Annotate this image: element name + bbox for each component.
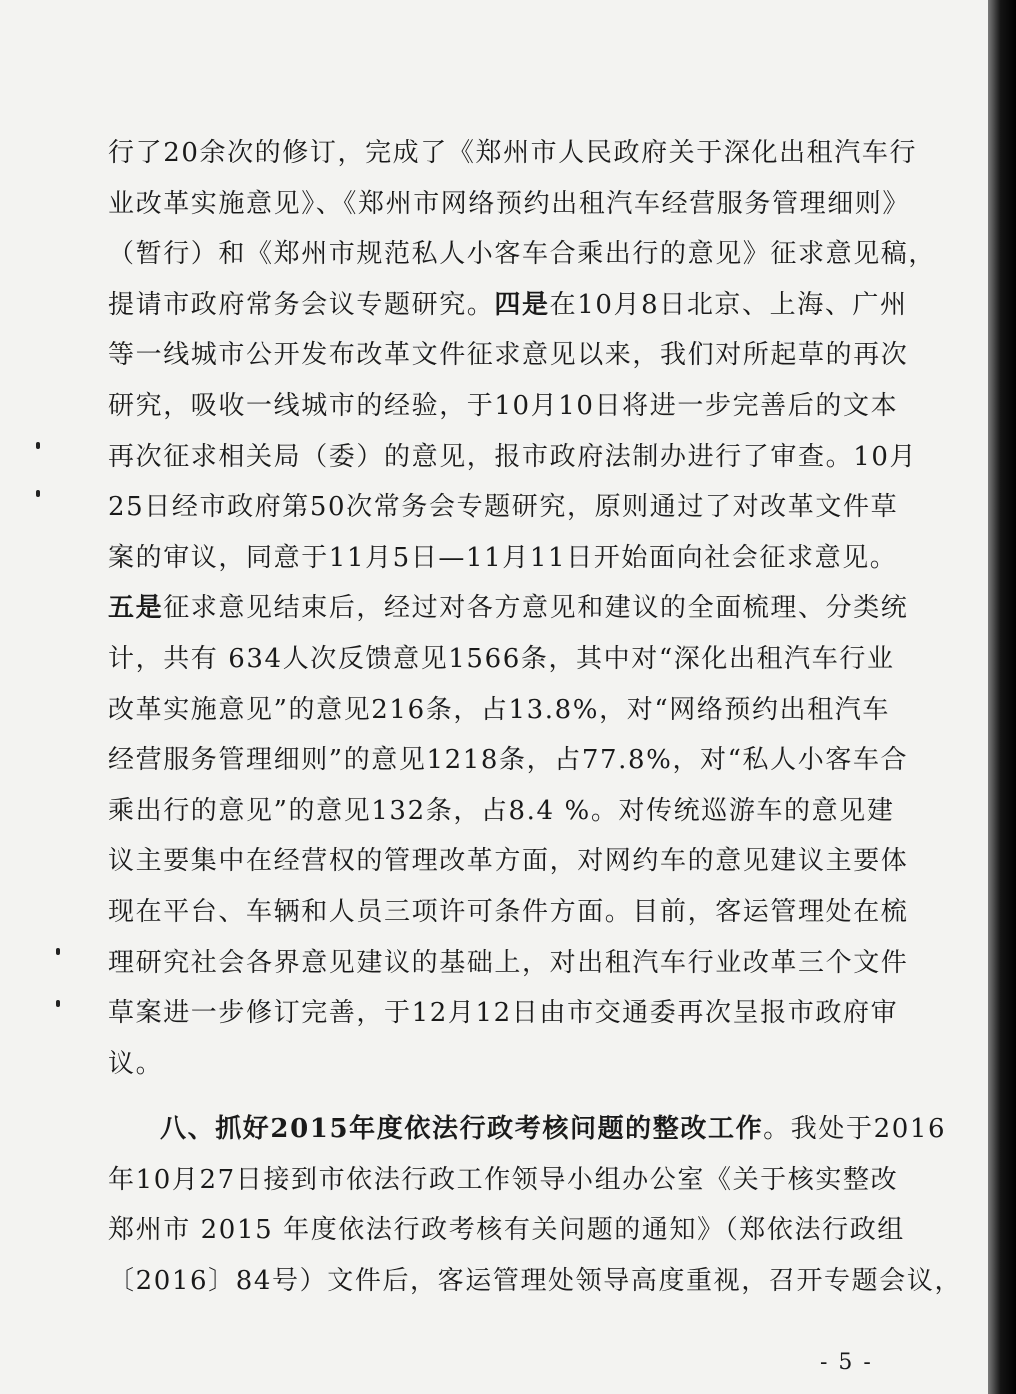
text-line: 25日经市政府第50次常务会专题研究，原则通过了对改革文件草	[108, 492, 899, 523]
text-line: 乘出行的意见”的意见132条，占8.4 %。对传统巡游车的意见建	[108, 795, 895, 826]
text-line: 改革实施意见”的意见216条，占13.8%，对“网络预约出租汽车	[108, 694, 891, 725]
point-four-label: 四是	[494, 289, 550, 320]
text-line	[108, 280, 908, 331]
text-line: 议主要集中在经营权的管理改革方面，对网约车的意见建议主要体	[108, 846, 909, 877]
binding-hole-mark	[56, 1000, 60, 1007]
point-five-label: 五是	[108, 593, 164, 624]
text-line: 议。	[108, 1048, 164, 1079]
page-number: - 5 -	[820, 1350, 873, 1375]
text-run: 征求意见结束后，经过对各方意见和建议的全面梳理、分类统	[163, 593, 909, 624]
section-heading-line	[108, 1104, 947, 1155]
text-run: 提请市政府常务会议专题研究。	[108, 289, 495, 320]
binding-hole-mark	[36, 490, 40, 497]
section-eight-heading: 八、抓好2015年度依法行政考核问题的整改工作	[160, 1114, 764, 1145]
text-line: 草案进一步修订完善，于12月12日由市交通委再次呈报市政府审	[108, 998, 899, 1029]
text-line	[108, 583, 909, 634]
text-line: 〔2016〕84号）文件后，客运管理处领导高度重视，召开专题会议，	[108, 1266, 963, 1297]
text-line: 经营服务管理细则”的意见1218条，占77.8%，对“私人小客车合	[108, 745, 909, 776]
text-line: 等一线城市公开发布改革文件征求意见以来，我们对所起草的再次	[108, 340, 909, 371]
scan-edge-shadow	[988, 0, 1016, 1394]
text-line: 行了20余次的修订，完成了《郑州市人民政府关于深化出租汽车行	[108, 138, 918, 168]
text-line: 郑州市 2015 年度依法行政考核有关问题的通知》（郑依法行政组	[108, 1215, 905, 1246]
binding-hole-mark	[56, 948, 60, 955]
text-line: 理研究社会各界意见建议的基础上，对出租汽车行业改革三个文件	[108, 947, 909, 978]
binding-hole-mark	[36, 442, 40, 449]
text-run: 。我处于2016	[763, 1114, 947, 1145]
text-line: 计，共有 634人次反馈意见1566条，其中对“深化出租汽车行业	[108, 643, 895, 674]
text-line: （暂行）和《郑州市规范私人小客车合乘出行的意见》征求意见稿，	[108, 239, 937, 270]
text-run: 在10月8日北京、上海、广州	[549, 289, 908, 320]
text-line: 现在平台、车辆和人员三项许可条件方面。目前，客运管理处在梳	[108, 896, 909, 927]
text-line: 研究，吸收一线城市的经验，于10月10日将进一步完善后的文本	[108, 390, 899, 421]
body-text	[108, 128, 963, 1307]
text-line: 案的审议，同意于11月5日—11月11日开始面向社会征求意见。	[108, 542, 898, 573]
text-line: 年10月27日接到市依法行政工作领导小组办公室《关于核实整改	[108, 1164, 899, 1195]
text-line: 再次征求相关局（委）的意见，报市政府法制办进行了审查。10月	[108, 441, 918, 472]
text-line: 业改革实施意见》、《郑州市网络预约出租汽车经营服务管理细则》	[108, 188, 911, 219]
